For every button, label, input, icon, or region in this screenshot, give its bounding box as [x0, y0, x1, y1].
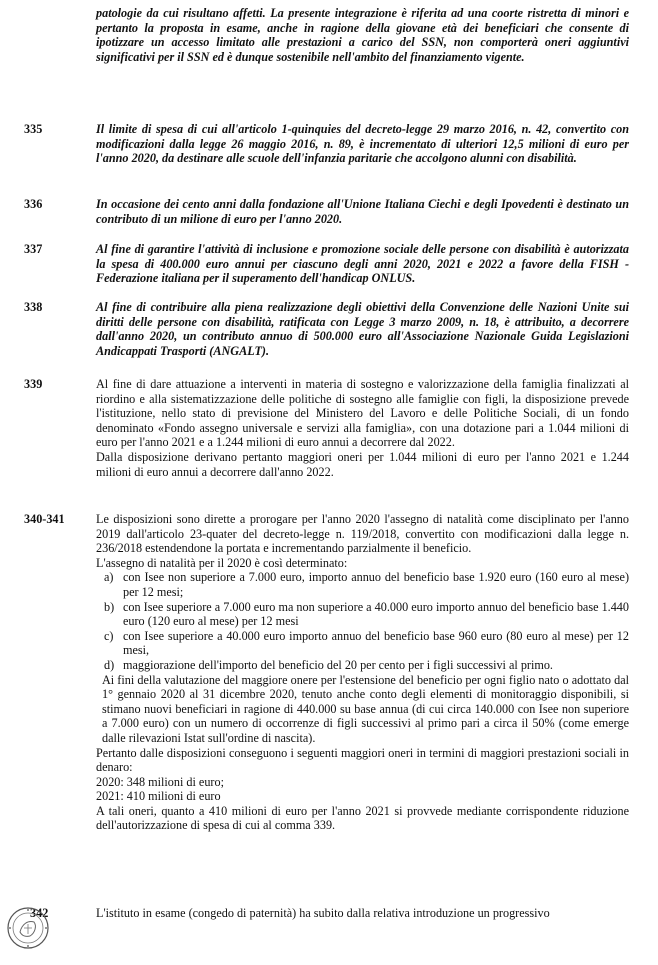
paragraph-number: 342: [30, 906, 49, 920]
list-item: [96, 658, 629, 673]
intro-text: patologie da cui risultano affetti. La presente integrazione è riferita ad una coorte ristretta di minori e pertanto la proposta in esame, anche in ragione della giovane età dei beneficiari che consente di ipotizzare un accesso limitato alle prestazioni a carico del SSN, non comporterà oneri aggiuntivi significativi per il SSN ed è dunque sostenibile nell'ambito del finanziamento vigente.: [96, 6, 629, 64]
paragraph-number: 337: [24, 242, 43, 256]
list-text: con Isee non superiore a 7.000 euro, importo annuo del beneficio base 1.920 euro (160 euro al mese) per 12 mesi;: [123, 570, 629, 599]
paragraph-number: 340-341: [24, 512, 65, 526]
list-text: con Isee superiore a 40.000 euro importo annuo del beneficio base 960 euro (80 euro al mese) per 12 mesi,: [123, 628, 629, 658]
paragraph-number: 335: [24, 122, 43, 136]
list-item: [96, 570, 629, 599]
paragraph-text: 2021: 410 milioni di euro: [96, 789, 221, 804]
paragraph-text: 2020: 348 milioni di euro;: [96, 774, 224, 789]
official-seal-icon: [6, 906, 50, 950]
list-label: a): [104, 570, 114, 585]
paragraph-text: In occasione dei cento anni dalla fondazione all'Unione Italiana Ciechi e degli Ipovedenti è destinato un contributo di un milione di euro per l'anno 2020.: [96, 197, 629, 226]
paragraph-number: 339: [24, 377, 43, 391]
paragraph-number: 336: [24, 197, 43, 211]
paragraph-body: [96, 512, 629, 833]
paragraph-body: [96, 377, 629, 479]
paragraph-text: Al fine di dare attuazione a interventi in materia di sostegno e valorizzazione della famiglia finalizzati al riordino e alla sistematizzazione delle politiche di sostegno alle famiglie con figli, la disposizione prevede l'istituzione, nello stato di previsione del Ministero del Lavoro e delle Politiche Sociali, di un fondo denominato «Fondo assegno universale e servizi alla famiglia», con una dotazione pari a 1.044 milioni di euro per l'anno 2021 e a 1.244 milioni di euro annui a decorrere dal 2022.: [96, 377, 629, 450]
list-text: con Isee superiore a 7.000 euro ma non superiore a 40.000 euro importo annuo del beneficio base 1.440 euro (120 euro al mese) per 12 mesi: [123, 599, 629, 629]
paragraph-text: Il limite di spesa di cui all'articolo 1-quinquies del decreto-legge 29 marzo 2016, n. 42, convertito con modificazioni dalla legge 26 maggio 2016, n. 89, è incrementato di ulteriori 12,5 milioni di euro per l'anno 2020, da destinare alle scuole dell'infanzia paritarie che accolgono alunni con disabilità.: [96, 122, 629, 166]
list-text: maggiorazione dell'importo del beneficio del 20 per cento per i figli successivi al primo.: [123, 657, 553, 672]
list-label: d): [104, 657, 115, 672]
paragraph-number: 338: [24, 300, 43, 314]
paragraph-text: Dalla disposizione derivano pertanto maggiori oneri per 1.044 milioni di euro per l'anno 2021 e 1.244 milioni di euro annui a decorrere dall'anno 2022.: [96, 449, 629, 479]
paragraph-text: Pertanto dalle disposizioni conseguono i seguenti maggiori oneri in termini di maggiori prestazioni sociali in denaro:: [96, 745, 629, 775]
paragraph-text: L'istituto in esame (congedo di paternità) ha subito dalla relativa introduzione un progressivo: [96, 906, 550, 920]
paragraph-text: Le disposizioni sono dirette a prorogare per l'anno 2020 l'assegno di natalità come disciplinato per l'anno 2019 dall'articolo 23-quater del decreto-legge n. 119/2018, convertito con modificazioni dalla legge n. 236/2018 estendendone la portata e incrementando parzialmente il beneficio.: [96, 512, 629, 556]
paragraph-text: Al fine di contribuire alla piena realizzazione degli obiettivi della Convenzione delle Nazioni Unite sui diritti delle persone con disabilità, ratificata con Legge 3 marzo 2009, n. 18, è attribuito, a decorrere dall'anno 2020, un contributo annuo di 500.000 euro all'Associazione Nazionale Guida Legislazioni Andicappati Trasporti (ANGALT).: [96, 300, 629, 358]
paragraph-text: Ai fini della valutazione del maggiore onere per l'estensione del beneficio per ogni figlio nato o adottato dal 1° gennaio 2020 al 31 dicembre 2020, tenuto anche conto degli elementi di monitoraggio disponibili, si stimano nuovi beneficiari in ragione di 440.000 su base annua (di cui circa 140.000 con Isee non superiore a 7.000 euro) con un numero di occorrenze di figli successivi al primo pari a circa il 50% (come emerge dalle rilevazioni Istat sull'ordine di nascita).: [102, 672, 629, 745]
paragraph-text: L'assegno di natalità per il 2020 è così determinato:: [96, 555, 348, 570]
list-item: [96, 629, 629, 658]
paragraph-text: A tali oneri, quanto a 410 milioni di euro per l'anno 2021 si provvede mediante corrispondente riduzione dell'autorizzazione di spesa di cui al comma 339.: [96, 803, 629, 833]
list-item: [96, 600, 629, 629]
list-label: c): [104, 628, 114, 643]
paragraph-text: Al fine di garantire l'attività di inclusione e promozione sociale delle persone con disabilità è autorizzata la spesa di 400.000 euro annui per ciascuno degli anni 2020, 2021 e 2022 a favore della FISH - Federazione italiana per il superamento dell'handicap ONLUS.: [96, 242, 629, 286]
list-label: b): [104, 599, 115, 614]
